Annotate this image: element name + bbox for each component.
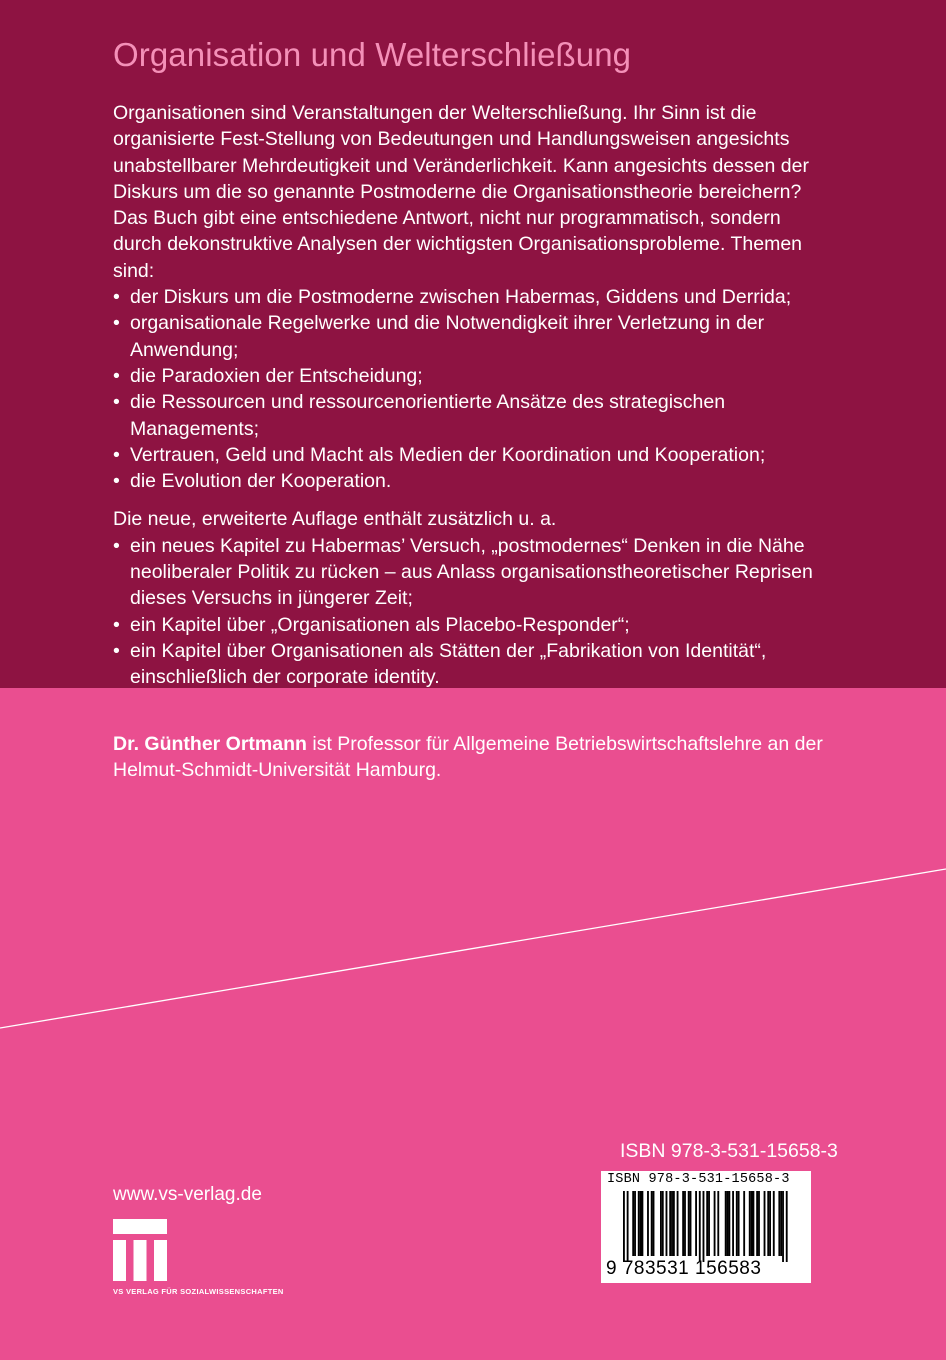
barcode-bar — [695, 1191, 697, 1256]
isbn-label: ISBN 978-3-531-15658-3 — [620, 1140, 838, 1162]
barcode-bar — [708, 1191, 710, 1256]
topic-item: • die Paradoxien der Entscheidung; — [113, 363, 833, 389]
barcode-bar — [660, 1191, 662, 1256]
barcode-bar — [714, 1191, 716, 1256]
barcode-bar — [736, 1191, 738, 1256]
barcode-bar — [642, 1191, 644, 1256]
vs-verlag-logo — [113, 1219, 167, 1281]
barcode-bar — [688, 1191, 690, 1256]
barcode-bar — [743, 1191, 745, 1256]
barcode-bar — [778, 1191, 780, 1256]
barcode-isbn: ISBN 978-3-531-15658-3 — [607, 1172, 790, 1187]
barcode-bar — [647, 1191, 649, 1256]
edition-item: • ein neues Kapitel zu Habermas’ Versuch, „postmodernes“ Denken in die Nähe neoliberaler Politik zu rücken – aus Anlass organisationstheoretischer Reprisen dieses Versuchs in jüngerer Zeit; — [113, 533, 833, 612]
barcode-bar — [732, 1191, 734, 1256]
author-bio-text: ist Professor für Allgemeine Betriebswirtschaftslehre an der Helmut-Schmidt-Universität Hamburg. — [113, 733, 823, 782]
barcode-bar — [662, 1191, 664, 1256]
barcode-bar — [640, 1191, 642, 1256]
barcode-bar — [682, 1191, 684, 1256]
barcode-bar — [780, 1191, 782, 1256]
barcode-bar — [782, 1191, 784, 1262]
barcode-bar — [690, 1191, 692, 1256]
author-name: Dr. Günther Ortmann — [113, 733, 307, 755]
barcode-bar — [738, 1191, 740, 1256]
topic-item: • Vertrauen, Geld und Macht als Medien der Koordination und Kooperation; — [113, 442, 833, 468]
publisher-name: VS VERLAG FÜR SOZIALWISSENSCHAFTEN — [113, 1287, 284, 1296]
edition-item: • ein Kapitel über „Organisationen als Placebo-Responder“; — [113, 612, 833, 638]
barcode-bar — [634, 1191, 636, 1256]
intro-paragraph: Organisationen sind Veranstaltungen der Welterschließung. Ihr Sinn ist die organisierte Fest-Stellung von Bedeutungen und Handlungsweisen angesichts unabstellbarer Mehrdeutigkeit und Veränderlichkeit. Kann angesichts dessen der Diskurs um die so genannte Postmoderne die Organisationstheorie bereichern? Das Buch gibt eine entschiedene Antwort, nicht nur programmatisch, sondern durch dekonstruktive Analysen der wichtigsten Organisationsprobleme. Themen sind: — [113, 102, 809, 282]
barcode-bar — [673, 1191, 675, 1256]
barcode-bar — [706, 1191, 708, 1256]
barcode-bar — [666, 1191, 668, 1256]
barcode-bar — [638, 1191, 640, 1256]
barcode-bar — [677, 1191, 679, 1256]
barcode-bar — [703, 1191, 705, 1262]
barcode — [601, 1171, 811, 1283]
barcode-bar — [669, 1191, 671, 1256]
barcode-bar — [767, 1191, 769, 1256]
barcode-bar — [751, 1191, 753, 1256]
barcode-bar — [699, 1191, 701, 1262]
barcode-bar — [684, 1191, 686, 1256]
barcode-bar — [753, 1191, 755, 1256]
barcode-number: 9 783531 156583 — [606, 1258, 762, 1279]
topic-item: • der Diskurs um die Postmoderne zwischen Habermas, Giddens und Derrida; — [113, 284, 833, 310]
barcode-bar — [651, 1191, 653, 1256]
website-link[interactable]: www.vs-verlag.de — [113, 1184, 262, 1205]
barcode-bar — [623, 1191, 625, 1262]
barcode-bar — [727, 1191, 729, 1256]
topic-item: • die Evolution der Kooperation. — [113, 468, 833, 494]
barcode-bar — [627, 1191, 629, 1262]
topic-item: • die Ressourcen und ressourcenorientierte Ansätze des strategischen Managements; — [113, 389, 833, 442]
barcode-bar — [758, 1191, 760, 1256]
barcode-bar — [717, 1191, 719, 1256]
topic-item: • organisationale Regelwerke und die Notwendigkeit ihrer Verletzung in der Anwendung; — [113, 310, 833, 363]
edition-item: • ein Kapitel über Organisationen als Stätten der „Fabrikation von Identität“, einschließlich der corporate identity. — [113, 638, 833, 691]
barcode-bar — [632, 1191, 634, 1256]
barcode-bar — [769, 1191, 771, 1256]
book-title: Organisation und Welterschließung — [113, 36, 632, 73]
barcode-bar — [671, 1191, 673, 1256]
barcode-bar — [728, 1191, 730, 1256]
barcode-bar — [756, 1191, 758, 1256]
barcode-bar — [749, 1191, 751, 1256]
barcode-bar — [773, 1191, 775, 1256]
barcode-bar — [725, 1191, 727, 1256]
barcode-bar — [653, 1191, 655, 1256]
edition-intro: Die neue, erweiterte Auflage enthält zusätzlich u. a. — [113, 508, 557, 531]
barcode-bar — [764, 1191, 766, 1256]
barcode-bar — [786, 1191, 788, 1262]
